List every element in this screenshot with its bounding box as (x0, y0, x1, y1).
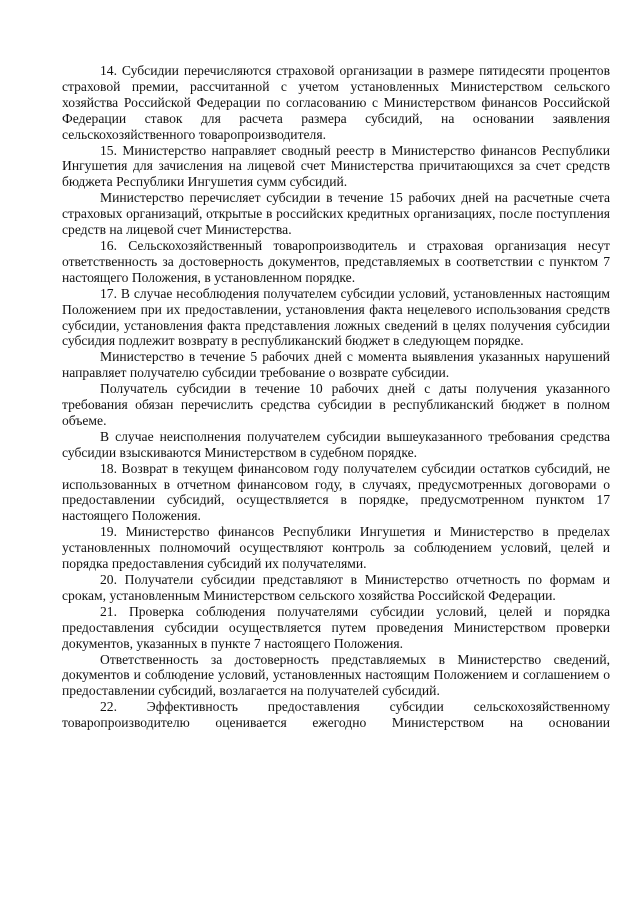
paragraph-item-20-reporting: 20. Получатели субсидии представляют в Министерство отчетность по формам и срокам, установленным Министерством сельского хозяйства Российской Федерации. (62, 572, 610, 603)
paragraph-return-payment: Получатель субсидии в течение 10 рабочих дней с даты получения указанного требования обязан перечислить средства субсидии в республиканский бюджет в полном объеме. (62, 381, 610, 428)
paragraph-reliability-responsibility: Ответственность за достоверность представляемых в Министерство сведений, документов и соблюдение условий, установленных настоящим Положением и соглашением о предоставлении субсидий, возлагается на получателей субсидий. (62, 651, 610, 699)
paragraph-item-19-control: 19. Министерство финансов Республики Ингушетия и Министерство в пределах установленных полномочий осуществляют контроль за соблюдением условий, целей и порядка предоставления субсидий их получателями. (62, 524, 610, 572)
paragraph-item-14-subsidy-transfer: 14. Субсидии перечисляются страховой организации в размере пятидесяти процентов страховой премии, рассчитанной с учетом установленных Министерством сельского хозяйства Российской Федерации по согласованию с Министерством финансов Российской Федерации ставок для расчета размера субсидий, на основании заявления сельскохозяйственного товаропроизводителя. (62, 63, 610, 142)
document-body (62, 63, 610, 731)
paragraph-item-22-efficiency: 22. Эффективность предоставления субсидии сельскохозяйственному товаропроизводителю оценивается ежегодно Министерством на основании (62, 699, 610, 731)
paragraph-item-16-responsibility: 16. Сельскохозяйственный товаропроизводитель и страховая организация несут ответственность за достоверность документов, представляемых в соответствии с пунктом 7 настоящего Положения, в установленном порядке. (62, 237, 610, 285)
paragraph-item-15-registry: 15. Министерство направляет сводный реестр в Министерство финансов Республики Ингушетия для зачисления на лицевой счет Министерства причитающихся за счет средств бюджета Республики Ингушетия сумм субсидий. (62, 142, 610, 190)
paragraph-item-21-inspection: 21. Проверка соблюдения получателями субсидии условий, целей и порядка предоставления субсидии осуществляется путем проведения Министерством проверки документов, указанных в пункте 7 настоящего Положения. (62, 603, 610, 651)
paragraph-return-demand: Министерство в течение 5 рабочих дней с момента выявления указанных нарушений направляет получателю субсидии требование о возврате субсидии. (62, 349, 610, 381)
paragraph-item-18-remainders: 18. Возврат в текущем финансовом году получателем субсидии остатков субсидий, не использованных в отчетном финансовом году, в случаях, предусмотренных договорами о предоставлении субсидий, осуществляется в порядке, предусмотренном пунктом 17 настоящего Положения. (62, 460, 610, 524)
paragraph-item-17-return: 17. В случае несоблюдения получателем субсидии условий, установленных настоящим Положением при их предоставлении, установления факта нецелевого использования средств субсидии, установления факта представления ложных сведений в целях получения субсидии субсидия подлежит возврату в республиканский бюджет в следующем порядке. (62, 285, 610, 349)
paragraph-court-recovery: В случае неисполнения получателем субсидии вышеуказанного требования средства субсидии взыскиваются Министерством в судебном порядке. (62, 428, 610, 460)
paragraph-transfer-terms: Министерство перечисляет субсидии в течение 15 рабочих дней на расчетные счета страховых организаций, открытые в российских кредитных организациях, после поступления средств на лицевой счет Министерства. (62, 190, 610, 238)
